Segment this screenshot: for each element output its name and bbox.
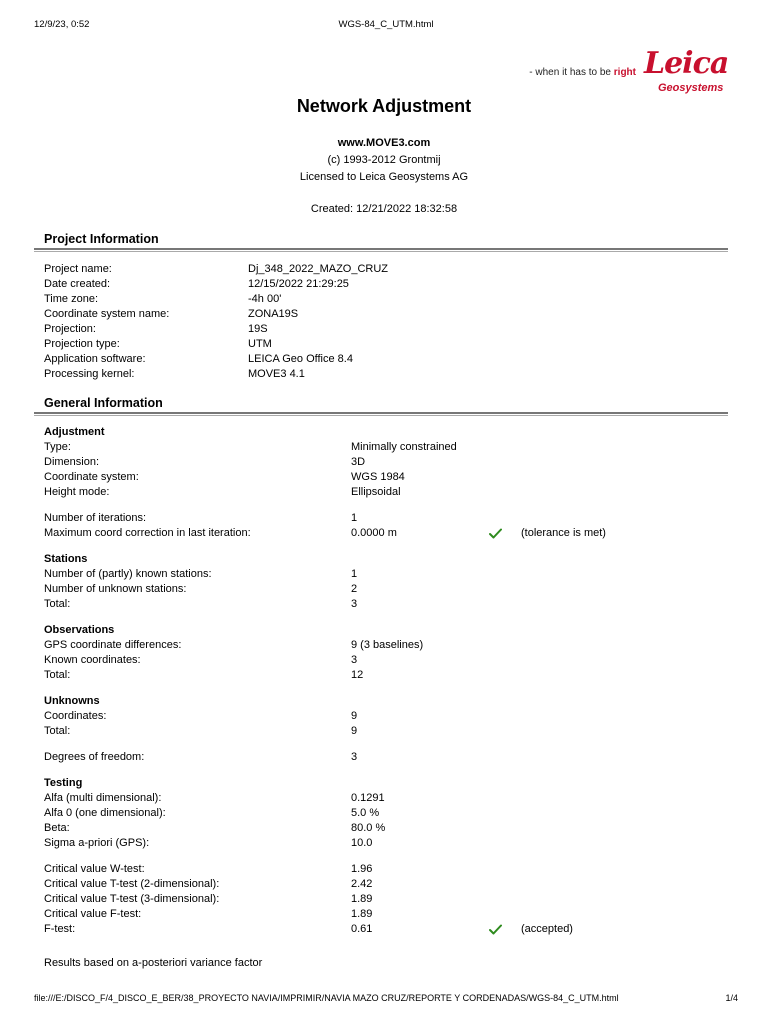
spacer (44, 500, 728, 511)
field-value: Dj_348_2022_MAZO_CRUZ (248, 263, 389, 275)
checkmark-icon (489, 924, 502, 935)
divider (34, 251, 728, 252)
field-label: Critical value W-test: (44, 863, 145, 875)
list-item (44, 485, 728, 500)
list-item (44, 597, 728, 612)
page-title: Network Adjustment (296, 96, 472, 116)
field-value: 2 (351, 583, 358, 595)
list-item (44, 352, 728, 367)
spacer (44, 683, 728, 694)
field-label: Height mode: (44, 486, 110, 498)
list-item (44, 277, 728, 292)
list-item (44, 262, 728, 277)
brand-tagline (529, 67, 636, 78)
field-value: 3 (351, 751, 358, 763)
field-label: Projection: (44, 323, 96, 335)
list-item (44, 511, 728, 526)
subsection-title: Stations (44, 553, 88, 565)
print-header (34, 19, 738, 33)
list-item (44, 322, 728, 337)
section-heading: Project Information (44, 232, 159, 246)
field-value: 1 (351, 568, 358, 580)
status-note: (tolerance is met) (521, 527, 606, 539)
field-value: 9 (351, 710, 358, 722)
logo-word: Leica (644, 46, 729, 81)
field-value: 3D (351, 456, 366, 468)
list-item (44, 337, 728, 352)
field-value: 9 (3 baselines) (351, 639, 424, 651)
divider (34, 412, 728, 414)
field-label: Critical value T-test (2-dimensional): (44, 878, 220, 890)
list-item (44, 821, 728, 836)
list-item (44, 292, 728, 307)
field-label: Total: (44, 725, 71, 737)
field-value: 5.0 % (351, 807, 380, 819)
spacer (44, 739, 728, 750)
field-value: 9 (351, 725, 358, 737)
field-value: 12/15/2022 21:29:25 (248, 278, 349, 290)
field-value: 19S (248, 323, 268, 335)
print-title: WGS-84_C_UTM.html (338, 19, 434, 30)
print-datetime: 12/9/23, 0:52 (34, 19, 90, 30)
field-label: Processing kernel: (44, 368, 135, 380)
field-label: Application software: (44, 353, 146, 365)
field-label: Critical value F-test: (44, 908, 142, 920)
field-value: 2.42 (351, 878, 373, 890)
field-label: Total: (44, 598, 71, 610)
logo-sub: Geosystems (658, 82, 724, 94)
list-item (44, 922, 728, 937)
field-label: Projection type: (44, 338, 120, 350)
brand-block (478, 44, 728, 100)
field-value: UTM (248, 338, 272, 350)
field-value: ZONA19S (248, 308, 299, 320)
section-project-information (34, 232, 728, 252)
tagline-prefix: - when it has to be (529, 67, 614, 78)
field-value: Minimally constrained (351, 441, 457, 453)
field-label: Project name: (44, 263, 112, 275)
list-item (44, 526, 728, 541)
tagline-emphasis: right (613, 67, 636, 78)
field-label: Type: (44, 441, 71, 453)
section-heading: General Information (44, 396, 163, 410)
field-label: Sigma a-priori (GPS): (44, 837, 150, 849)
copyright-text: (c) 1993-2012 Grontmij (327, 154, 441, 166)
list-item (44, 750, 728, 765)
file-path: file:///E:/DISCO_F/4_DISCO_E_BER/38_PROYECTO NAVIA/IMPRIMIR/NAVIA MAZO CRUZ/REPORTE Y CORDENADAS/WGS-84_C_UTM.html (34, 993, 619, 1003)
field-label: Date created: (44, 278, 111, 290)
field-value: 80.0 % (351, 822, 386, 834)
list-item (44, 709, 728, 724)
general-info-list (44, 425, 728, 937)
section-general-information (34, 396, 728, 416)
field-label: Number of unknown stations: (44, 583, 187, 595)
checkmark-icon (489, 528, 502, 539)
list-item (44, 582, 728, 597)
subsection-title: Adjustment (44, 426, 105, 438)
list-item (44, 907, 728, 922)
print-footer (34, 993, 738, 1005)
list-item (44, 791, 728, 806)
list-item (44, 440, 728, 455)
list-item (44, 455, 728, 470)
field-label: F-test: (44, 923, 76, 935)
field-label: GPS coordinate differences: (44, 639, 182, 651)
field-value: 1.96 (351, 863, 373, 875)
field-value: 0.61 (351, 923, 373, 935)
field-value: 3 (351, 598, 358, 610)
field-label: Total: (44, 669, 71, 681)
results-note: Results based on a-posteriori variance factor (44, 957, 263, 969)
field-label: Alfa (multi dimensional): (44, 792, 162, 804)
list-item (44, 862, 728, 877)
field-value: 10.0 (351, 837, 373, 849)
list-item (44, 470, 728, 485)
field-value: 0.0000 m (351, 527, 397, 539)
list-item (44, 892, 728, 907)
list-item (44, 806, 728, 821)
field-value: 3 (351, 654, 358, 666)
project-info-list (44, 262, 728, 382)
field-value: 12 (351, 669, 364, 681)
subsection-title: Unknowns (44, 695, 100, 707)
spacer (44, 612, 728, 623)
divider (34, 415, 728, 416)
field-value: MOVE3 4.1 (248, 368, 305, 380)
field-label: Maximum coord correction in last iteration: (44, 527, 251, 539)
list-item (44, 567, 728, 582)
field-value: LEICA Geo Office 8.4 (248, 353, 353, 365)
field-label: Number of (partly) known stations: (44, 568, 212, 580)
spacer (44, 541, 728, 552)
spacer (44, 851, 728, 862)
status-note: (accepted) (521, 923, 573, 935)
field-value: -4h 00' (248, 293, 282, 305)
spacer (44, 765, 728, 776)
license-text: Licensed to Leica Geosystems AG (299, 171, 469, 183)
field-label: Number of iterations: (44, 512, 147, 524)
field-value: Ellipsoidal (351, 486, 401, 498)
created-timestamp: Created: 12/21/2022 18:32:58 (310, 203, 458, 215)
document-meta (0, 135, 768, 186)
list-item (44, 367, 728, 382)
subsection-title: Testing (44, 777, 83, 789)
leica-logo (642, 44, 728, 100)
field-label: Coordinates: (44, 710, 107, 722)
list-item (44, 836, 728, 851)
field-label: Degrees of freedom: (44, 751, 145, 763)
field-value: 1 (351, 512, 358, 524)
divider (34, 248, 728, 250)
page-number: 1/4 (725, 993, 738, 1003)
field-value: 0.1291 (351, 792, 385, 804)
field-label: Dimension: (44, 456, 100, 468)
field-label: Alfa 0 (one dimensional): (44, 807, 166, 819)
subsection-title: Observations (44, 624, 115, 636)
website-link: www.MOVE3.com (337, 137, 431, 149)
list-item (44, 653, 728, 668)
field-value: 1.89 (351, 908, 373, 920)
field-label: Coordinate system name: (44, 308, 170, 320)
list-item (44, 724, 728, 739)
list-item (44, 668, 728, 683)
field-value: WGS 1984 (351, 471, 405, 483)
list-item (44, 877, 728, 892)
field-label: Coordinate system: (44, 471, 139, 483)
field-value: 1.89 (351, 893, 373, 905)
list-item (44, 638, 728, 653)
field-label: Critical value T-test (3-dimensional): (44, 893, 220, 905)
field-label: Known coordinates: (44, 654, 141, 666)
list-item (44, 307, 728, 322)
field-label: Time zone: (44, 293, 99, 305)
field-label: Beta: (44, 822, 70, 834)
